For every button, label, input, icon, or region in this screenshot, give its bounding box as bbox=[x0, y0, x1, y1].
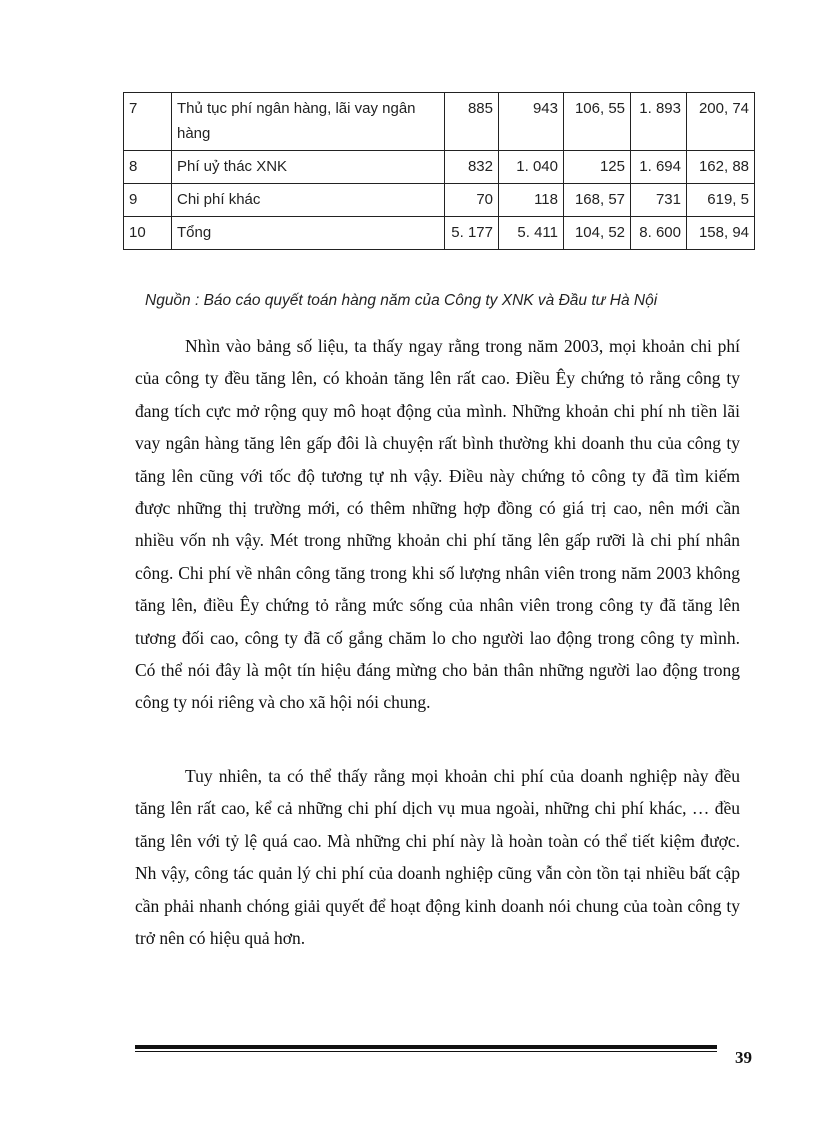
body-paragraph: Tuy nhiên, ta có thể thấy rằng mọi khoản chi phí của doanh nghiệp này đều tăng lên rất cao, kể cả những chi phí dịch vụ mua ngoài, những chi phí khác, … đều tăng lên với tỷ lệ quá cao. Mà những chi phí này là hoàn toàn có thể tiết kiệm được. Nh vậy, công tác quản lý chi phí của doanh nghiệp cũng vẫn còn tồn tại nhiều bất cập cần phải nhanh chóng giải quyết để hoạt động kinh doanh nói chung của toàn công ty trở nên có hiệu quả hơn. bbox=[135, 766, 740, 949]
value-cell: 70 bbox=[445, 184, 499, 217]
value-cell: 5. 411 bbox=[499, 217, 564, 250]
value-cell: 118 bbox=[499, 184, 564, 217]
source-note: Nguồn : Báo cáo quyết toán hàng năm của Công ty XNK và Đầu tư Hà Nội bbox=[145, 292, 658, 309]
row-number: 9 bbox=[124, 184, 172, 217]
footer-rule bbox=[135, 1045, 717, 1049]
value-cell: 200, 74 bbox=[687, 93, 755, 151]
footer-rule-thin bbox=[135, 1051, 717, 1052]
value-cell: 731 bbox=[631, 184, 687, 217]
value-cell: 5. 177 bbox=[445, 217, 499, 250]
value-cell: 832 bbox=[445, 151, 499, 184]
value-cell: 106, 55 bbox=[564, 93, 631, 151]
row-label: Phí uỷ thác XNK bbox=[172, 151, 445, 184]
value-cell: 1. 694 bbox=[631, 151, 687, 184]
value-cell: 885 bbox=[445, 93, 499, 151]
table-row bbox=[124, 151, 755, 184]
table-row bbox=[124, 93, 755, 151]
value-cell: 1. 040 bbox=[499, 151, 564, 184]
row-number: 10 bbox=[124, 217, 172, 250]
value-cell: 1. 893 bbox=[631, 93, 687, 151]
page-number: 39 bbox=[735, 1048, 752, 1067]
value-cell: 8. 600 bbox=[631, 217, 687, 250]
row-label: Tổng bbox=[172, 217, 445, 250]
value-cell: 162, 88 bbox=[687, 151, 755, 184]
value-cell: 943 bbox=[499, 93, 564, 151]
body-paragraph: Nhìn vào bảng số liệu, ta thấy ngay rằng trong năm 2003, mọi khoản chi phí của công ty đều tăng lên, có khoản tăng lên rất cao. Điều Êy chứng tỏ rằng công ty đang tích cực mở rộng quy mô hoạt động của mình. Những khoản chi phí nh tiền lãi vay ngân hàng tăng lên gấp đôi là chuyện rất bình thường khi doanh thu của công ty tăng lên cũng với tốc độ tương tự nh vậy. Điều này chứng tỏ công ty đã tìm kiếm được những thị trường mới, có thêm những hợp đồng có giá trị cao, nên mới cần nhiều vốn nh vậy. Mét trong những khoản chi phí tăng lên gấp rưỡi là chi phí nhân công. Chi phí về nhân công tăng trong khi số lượng nhân viên trong năm 2003 không tăng lên, điều Êy chứng tỏ rằng mức sống của nhân viên trong công ty đã tăng lên tương đối cao, công ty đã cố gắng chăm lo cho người lao động trong công ty mình. Có thể nói đây là một tín hiệu đáng mừng cho bản thân những người lao động trong công ty nói riêng và cho xã hội nói chung. bbox=[135, 336, 740, 713]
row-number: 8 bbox=[124, 151, 172, 184]
table-row bbox=[124, 184, 755, 217]
value-cell: 619, 5 bbox=[687, 184, 755, 217]
row-label: Chi phí khác bbox=[172, 184, 445, 217]
value-cell: 168, 57 bbox=[564, 184, 631, 217]
value-cell: 158, 94 bbox=[687, 217, 755, 250]
row-label: Thủ tục phí ngân hàng, lãi vay ngân hàng bbox=[172, 93, 445, 151]
table-row bbox=[124, 217, 755, 250]
cost-table bbox=[123, 92, 755, 250]
value-cell: 125 bbox=[564, 151, 631, 184]
value-cell: 104, 52 bbox=[564, 217, 631, 250]
row-number: 7 bbox=[124, 93, 172, 151]
